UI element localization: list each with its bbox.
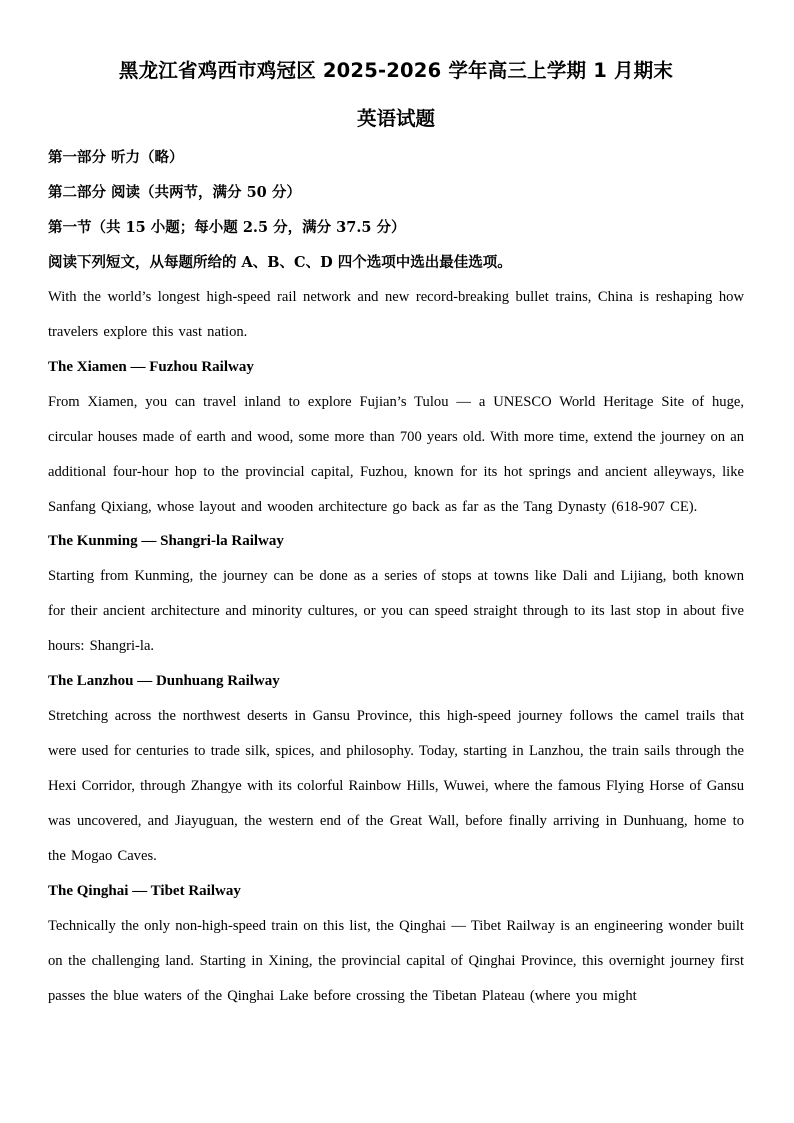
part-one-heading: 第一部分 听力（略） bbox=[48, 149, 184, 166]
part-two-heading: 第二部分 阅读（共两节，满分 50 分） bbox=[48, 184, 301, 201]
railway-text-kunming-shangrila: Starting from Kunming, the journey can be done as a series of stops at towns like Dali and Lijiang, both known for their ancient architecture and minority cultures, or you can speed straight through to its last stop in about five hours: Shangri-la. bbox=[48, 568, 744, 655]
exam-subtitle: 英语试题 bbox=[356, 107, 435, 130]
intro-paragraph: With the world’s longest high-speed rail network and new record-breaking bullet trains, China is reshaping how travelers explore this vast nation. bbox=[48, 289, 744, 340]
railway-text-qinghai-tibet: Technically the only non-high-speed train on this list, the Qinghai — Tibet Railway is an engineering wonder built on the challenging land. Starting in Xining, the provincial capital of Qinghai Province, this overnight journey first passes the blue waters of the Qinghai Lake before crossing the Tibetan Plateau (where you might bbox=[48, 917, 744, 1004]
exam-title: 黑龙江省鸡西市鸡冠区 2025-2026 学年高三上学期 1 月期末 bbox=[118, 59, 674, 82]
reading-instruction: 阅读下列短文，从每题所给的 A、B、C、D 四个选项中选出最佳选项。 bbox=[48, 254, 512, 271]
railway-text-xiamen-fuzhou: From Xiamen, you can travel inland to explore Fujian’s Tulou — a UNESCO World Heritage Site of huge, circular houses made of earth and wood, some more than 700 years old. With more time, extend the journey on an additional four-hour hop to the provincial capital, Fuzhou, known for its hot springs and ancient alleyways, like Sanfang Qixiang, whose layout and wooden architecture go back as far as the Tang Dynasty (618-907 CE). bbox=[48, 393, 744, 515]
railway-title-kunming-shangrila: The Kunming — Shangri-la Railway bbox=[48, 533, 284, 550]
railway-title-xiamen-fuzhou: The Xiamen — Fuzhou Railway bbox=[48, 358, 254, 375]
railway-title-lanzhou-dunhuang: The Lanzhou — Dunhuang Railway bbox=[48, 673, 280, 690]
section-one-heading: 第一节（共 15 小题；每小题 2.5 分，满分 37.5 分） bbox=[48, 219, 406, 236]
railway-text-lanzhou-dunhuang: Stretching across the northwest deserts in Gansu Province, this high-speed journey follows the camel trails that were used for centuries to trade silk, spices, and philosophy. Today, starting in Lanzhou, the train sails through the Hexi Corridor, through Zhangye with its colorful Rainbow Hills, Wuwei, where the famous Flying Horse of Gansu was uncovered, and Jiayuguan, the western end of the Great Wall, before finally arriving in Dunhuang, home to the Mogao Caves. bbox=[48, 708, 744, 864]
railway-title-qinghai-tibet: The Qinghai — Tibet Railway bbox=[48, 882, 241, 899]
